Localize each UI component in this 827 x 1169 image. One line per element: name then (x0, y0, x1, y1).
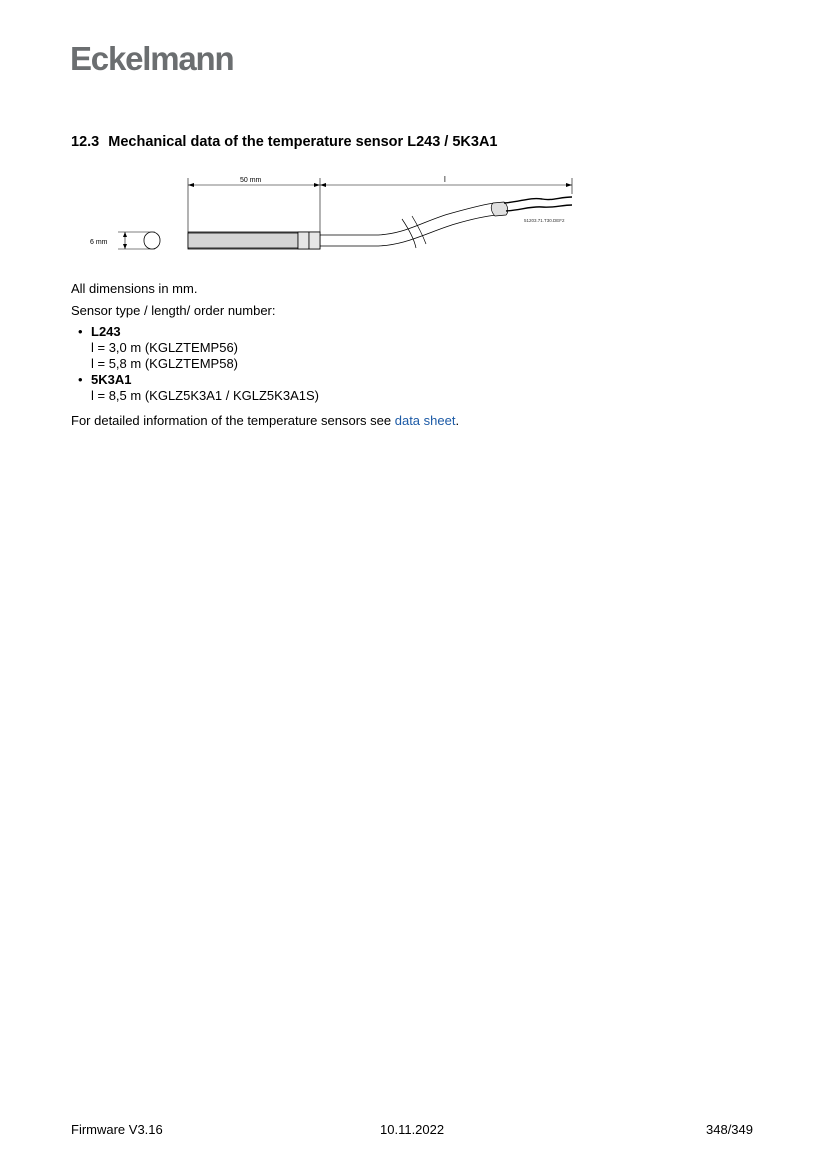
arrowhead (314, 183, 320, 187)
footer-firmware: Firmware V3.16 (71, 1122, 163, 1137)
bullet-icon: • (78, 324, 83, 339)
eckelmann-logo: Eckelmann (70, 40, 234, 77)
cable-end-sleeve (491, 202, 507, 216)
wire-1 (504, 197, 572, 203)
dimension-label-50mm: 50 mm (240, 177, 262, 184)
list-intro: Sensor type / length/ order number: (71, 303, 276, 318)
drawing-id: 51203.71.T30.DEF2 (524, 218, 565, 223)
detail-suffix: . (455, 413, 460, 428)
break-mark (402, 219, 416, 248)
cable-upper (320, 203, 495, 235)
dimension-label-l: l (444, 175, 446, 184)
wire-2 (506, 205, 572, 211)
arrowhead (188, 183, 194, 187)
arrowhead (123, 244, 127, 249)
sensor-length-line: l = 8,5 m (KGLZ5K3A1 / KGLZ5K3A1S) (91, 388, 319, 403)
footer-date: 10.11.2022 (380, 1122, 445, 1137)
sensor-length-line: l = 5,8 m (KGLZTEMP58) (91, 356, 239, 371)
bullet-icon: • (78, 372, 83, 387)
dimension-label-6mm: 6 mm (90, 239, 108, 246)
footer-page-number: 348/349 (706, 1122, 753, 1137)
list-item-5k3a1 (78, 372, 319, 404)
sensor-end-view (144, 232, 160, 249)
sensor-dimension-drawing (80, 172, 580, 264)
sensor-name: L243 (91, 324, 121, 339)
sensor-length-line: l = 3,0 m (KGLZTEMP56) (91, 340, 239, 355)
section-heading (71, 134, 498, 150)
section-number: 12.3 (71, 134, 100, 150)
list-item-l243 (78, 324, 319, 372)
section-title: Mechanical data of the temperature sensor L243 / 5K3A1 (108, 134, 498, 150)
dimensions-note: All dimensions in mm. (71, 281, 198, 296)
arrowhead (566, 183, 572, 187)
sensor-list (78, 324, 319, 404)
detail-prefix: For detailed information of the temperature sensors see (71, 413, 395, 428)
sensor-ring-2 (309, 232, 320, 249)
sensor-body (188, 233, 298, 248)
arrowhead (320, 183, 326, 187)
detail-note (71, 413, 459, 428)
break-mark (412, 216, 426, 244)
data-sheet-link[interactable]: data sheet (394, 413, 456, 428)
arrowhead (123, 232, 127, 237)
sensor-name: 5K3A1 (91, 372, 132, 387)
sensor-ring-1 (298, 232, 309, 249)
